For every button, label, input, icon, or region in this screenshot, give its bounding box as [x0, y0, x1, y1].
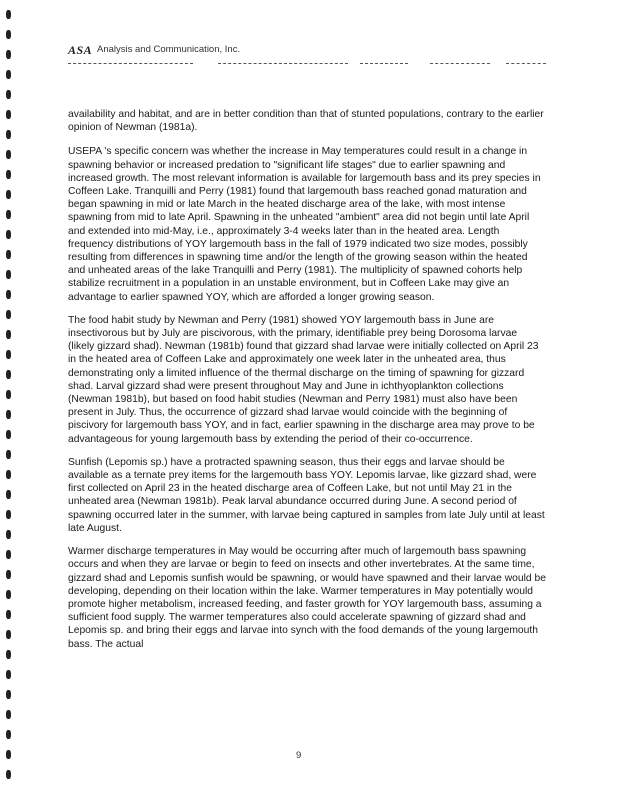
- page-header: [68, 43, 558, 65]
- binding-hole: [6, 770, 11, 779]
- paragraph: The food habit study by Newman and Perry (1981) showed YOY largemouth bass in June are insectivorous but by July are piscivorous, with the primary, identifiable prey being Dorosoma larvae (likely gizzard shad). Newman (1981b) found that gizzard shad larvae were initially collected on April 23 in the heated area of Coffeen Lake and approximately one week later in the unheated area, thus demonstrating only a limited influence of the thermal discharge on the timing of spawning for gizzard shad. Larval gizzard shad were present throughout May and June in ichthyoplankton collections (Newman 1981b), but based on food habit studies (Newman and Perry 1981) must also have been present in July. Thus, the occurrence of gizzard shad larvae would coincide with the beginning of piscivory for largemouth bass YOY, and in fact, earlier spawning in the discharge area may prove to be advantageous for young largemouth bass by extending the period of their co-occurrence.: [68, 314, 539, 445]
- binding-hole: [6, 530, 11, 539]
- binding-hole: [6, 450, 11, 459]
- header-rule: [218, 63, 348, 64]
- page-number: 9: [296, 750, 302, 761]
- binding-hole: [6, 390, 11, 399]
- binding-hole: [6, 110, 11, 119]
- binding-hole: [6, 30, 11, 39]
- header-rule: [68, 63, 193, 64]
- paragraph: availability and habitat, and are in better condition than that of stunted populations, contrary to the earlier opinion of Newman (1981a).: [68, 109, 544, 134]
- binding-hole: [6, 270, 11, 279]
- binding-hole: [6, 570, 11, 579]
- header-rule: [360, 63, 408, 64]
- binding-hole: [6, 510, 11, 519]
- binding-hole: [6, 370, 11, 379]
- binding-hole: [6, 50, 11, 59]
- binding-hole: [6, 90, 11, 99]
- binding-hole: [6, 70, 11, 79]
- company-logo: ASA: [68, 43, 93, 57]
- binding-hole: [6, 470, 11, 479]
- header-rule: [506, 63, 546, 64]
- binding-holes: [4, 4, 16, 794]
- binding-hole: [6, 590, 11, 599]
- binding-hole: [6, 490, 11, 499]
- binding-hole: [6, 550, 11, 559]
- binding-hole: [6, 230, 11, 239]
- binding-hole: [6, 730, 11, 739]
- binding-hole: [6, 170, 11, 179]
- binding-hole: [6, 250, 11, 259]
- body-text: [68, 108, 546, 661]
- binding-hole: [6, 630, 11, 639]
- paragraph: Sunfish (Lepomis sp.) have a protracted spawning season, thus their eggs and larvae should be available as a ternate prey items for the largemouth bass YOY. Lepomis larvae, like gizzard shad, were first collected on April 23 in the heated discharge area of Coffeen Lake, but not until May 21 in the unheated area (Newman 1981b). Peak larval abundance occurred during June. A second period of spawning occurred later in the summer, with larvae being captured in samples from late July until at least late August.: [68, 456, 545, 534]
- binding-hole: [6, 310, 11, 319]
- binding-hole: [6, 710, 11, 719]
- binding-hole: [6, 690, 11, 699]
- paragraph: Warmer discharge temperatures in May would be occurring after much of largemouth bass spawning occurs and when they are larvae or begin to feed on insects and other invertebrates. At the same time, gizzard shad and Lepomis sunfish would be spawning, or would have spawned and their larvae would be developing, depending on their location within the lake. Warmer temperatures in May potentially would promote higher metabolism, increased feeding, and faster growth for YOY largemouth bass, assuming a sufficient food supply. The warmer temperatures also could accelerate spawning of gizzard shad and Lepomis sp. and bring their eggs and larvae into synch with the food demands of the young largemouth bass. The actual: [68, 546, 546, 650]
- binding-hole: [6, 190, 11, 199]
- binding-hole: [6, 130, 11, 139]
- binding-hole: [6, 350, 11, 359]
- binding-hole: [6, 290, 11, 299]
- binding-hole: [6, 650, 11, 659]
- binding-hole: [6, 610, 11, 619]
- company-name: Analysis and Communication, Inc.: [97, 44, 241, 55]
- binding-hole: [6, 210, 11, 219]
- binding-hole: [6, 430, 11, 439]
- binding-hole: [6, 150, 11, 159]
- binding-hole: [6, 670, 11, 679]
- binding-hole: [6, 410, 11, 419]
- binding-hole: [6, 750, 11, 759]
- binding-hole: [6, 10, 11, 19]
- header-rule: [430, 63, 490, 64]
- paragraph: USEPA 's specific concern was whether the increase in May temperatures could result in a change in spawning behavior or increased predation to "significant life stages" due to earlier spawning and increased growth. The most relevant information is available for largemouth bass and its prey species in Coffeen Lake. Tranquilli and Perry (1981) found that largemouth bass reached gonad maturation and began spawning in mid or late March in the heated discharge area of the lake, with most intense spawning from mid to late April. Spawning in the unheated "ambient" area did not begin until late April and extended into mid-May, i.e., approximately 3-4 weeks later than in the heated area. Length frequency distributions of YOY largemouth bass in the fall of 1979 indicated two size modes, possibly resulting from differences in spawning time and/or the length of the growing season within the heated and unheated areas of the lake Tranquilli and Perry (1981). The multiplicity of spawned cohorts help stabilize recruitment in a population in an unstable environment, but in Coffeen Lake may give an advantage to earlier spawned YOY, which are afforded a longer growing season.: [68, 146, 541, 303]
- binding-hole: [6, 330, 11, 339]
